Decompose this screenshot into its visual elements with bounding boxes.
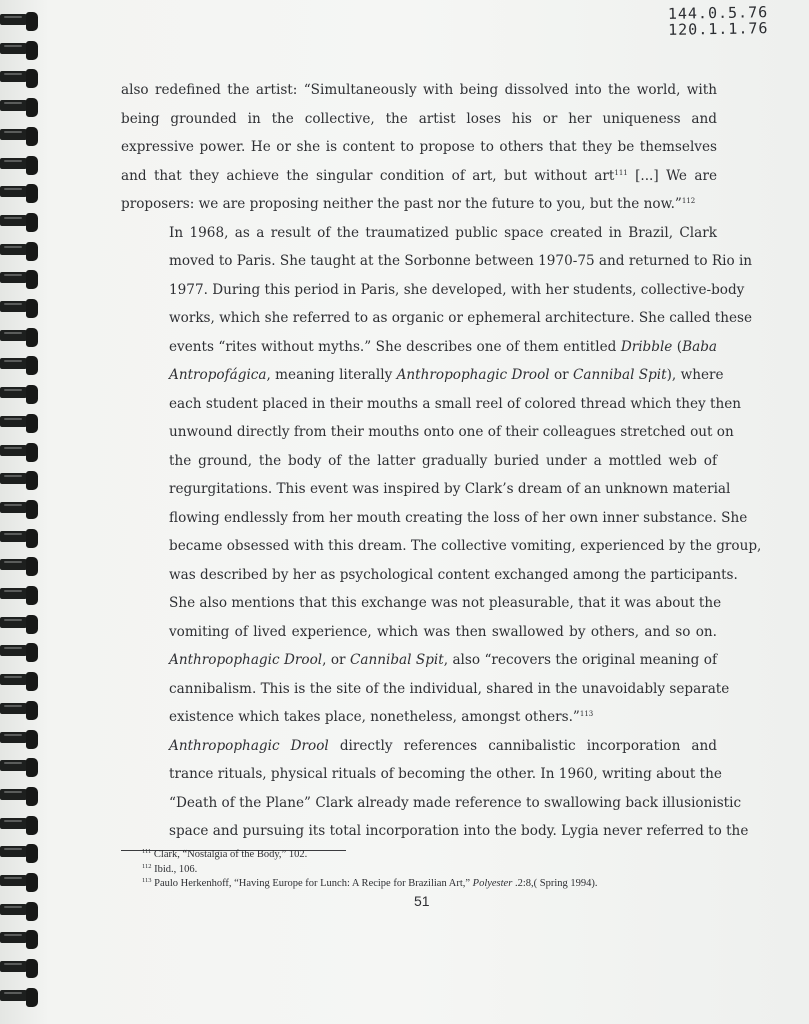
text-run: events “rites without myths.” She describes one of them entitled bbox=[169, 338, 621, 355]
footnote bbox=[142, 848, 722, 863]
text-run: , also “recovers the original meaning of bbox=[443, 652, 717, 668]
binding-coil bbox=[0, 69, 40, 88]
text-run: flowing endlessly from her mouth creating the loss of her own inner substance. She bbox=[169, 509, 748, 526]
italic-title: Baba bbox=[682, 338, 718, 355]
italic-title: Dribble bbox=[620, 338, 673, 355]
text-run: She also mentions that this exchange was not pleasurable, that it was about the bbox=[169, 595, 722, 611]
footnote bbox=[142, 877, 722, 892]
text-line bbox=[121, 390, 742, 419]
text-line bbox=[121, 789, 742, 818]
text-line bbox=[121, 475, 731, 504]
text-line bbox=[121, 276, 745, 305]
binding-coil bbox=[0, 356, 40, 375]
text-run: works, which she referred to as organic or ephemeral architecture. She called these bbox=[169, 310, 753, 326]
text-line bbox=[121, 219, 717, 248]
binding-coil bbox=[0, 127, 40, 146]
text-run: became obsessed with this dream. The collective vomiting, experienced by the group, bbox=[169, 538, 762, 554]
paragraph bbox=[121, 732, 749, 846]
italic-title: Cannibal Spit bbox=[572, 367, 667, 383]
footnote-ref: 111 bbox=[614, 168, 628, 177]
footnotes bbox=[142, 848, 722, 892]
binding-coil bbox=[0, 758, 40, 777]
binding-coil bbox=[0, 529, 40, 548]
text-line bbox=[121, 418, 734, 447]
binding-coil bbox=[0, 701, 40, 720]
text-line bbox=[121, 76, 717, 105]
text-line bbox=[121, 333, 717, 362]
archive-mark-line-2: 120.1.1.76 bbox=[667, 19, 769, 39]
binding-coil bbox=[0, 385, 40, 404]
binding-coil bbox=[0, 98, 40, 117]
binding-coil bbox=[0, 184, 40, 203]
binding-coil bbox=[0, 730, 40, 749]
binding-coil bbox=[0, 299, 40, 318]
text-line bbox=[121, 133, 717, 162]
text-line bbox=[121, 589, 722, 618]
text-run: , or bbox=[322, 652, 350, 668]
text-run: was described by her as psychological content exchanged among the participants. bbox=[169, 566, 738, 583]
paragraph bbox=[121, 219, 762, 732]
text-run: and that they achieve the singular condition of art, but without art bbox=[121, 167, 615, 184]
binding-coil bbox=[0, 471, 40, 490]
italic-title: Cannibal Spit bbox=[349, 652, 444, 668]
text-run: [...] We are bbox=[627, 167, 718, 184]
binding-coil bbox=[0, 586, 40, 605]
text-line bbox=[121, 190, 717, 219]
text-line bbox=[121, 532, 762, 561]
footnote-number: 111 bbox=[142, 848, 152, 855]
text-line bbox=[121, 361, 724, 390]
footnote-number: 113 bbox=[142, 877, 152, 884]
text-line bbox=[121, 675, 730, 704]
binding-coil bbox=[0, 672, 40, 691]
binding-coil bbox=[0, 12, 40, 31]
archive-mark-line-1: 144.0.5.76 bbox=[667, 3, 769, 23]
binding-coil bbox=[0, 873, 40, 892]
spiral-binding bbox=[0, 12, 44, 1024]
text-line bbox=[121, 618, 717, 647]
binding-coil bbox=[0, 643, 40, 662]
text-line bbox=[121, 105, 717, 134]
text-run: ( bbox=[672, 338, 683, 355]
binding-coil bbox=[0, 959, 40, 978]
text-run: Clark, “Nostalgia of the Body,” 102. bbox=[153, 849, 308, 860]
text-run: vomiting of lived experience, which was then swallowed by others, and so on. bbox=[169, 623, 717, 640]
text-line bbox=[121, 504, 748, 533]
binding-coil bbox=[0, 500, 40, 519]
text-line bbox=[121, 760, 722, 789]
footnote-ref: 112 bbox=[681, 197, 696, 205]
body-text bbox=[121, 76, 762, 846]
binding-coil bbox=[0, 213, 40, 232]
binding-coil bbox=[0, 930, 40, 949]
text-run: moved to Paris. She taught at the Sorbonne between 1970-75 and returned to Rio in bbox=[169, 253, 753, 269]
paragraph bbox=[121, 76, 717, 219]
footnote-number: 112 bbox=[142, 862, 152, 870]
binding-coil bbox=[0, 41, 40, 60]
text-line bbox=[121, 447, 717, 476]
binding-coil bbox=[0, 270, 40, 289]
text-run: the ground, the body of the latter gradually buried under a mottled web of bbox=[169, 452, 717, 469]
handwritten-archive-mark bbox=[668, 4, 769, 38]
text-run: .2:8,( Spring 1994). bbox=[512, 878, 598, 889]
text-line bbox=[121, 561, 738, 590]
binding-coil bbox=[0, 787, 40, 806]
page-number: 51 bbox=[414, 893, 430, 909]
text-run: each student placed in their mouths a small reel of colored thread which they then bbox=[169, 395, 742, 412]
binding-coil bbox=[0, 844, 40, 863]
italic-title: Anthropophagic Drool bbox=[169, 652, 323, 668]
italic-title: Anthropophagic Drool bbox=[169, 737, 329, 754]
text-run: also redefined the artist: “Simultaneously with being dissolved into the world, with bbox=[121, 82, 717, 98]
binding-coil bbox=[0, 414, 40, 433]
text-line bbox=[121, 162, 717, 191]
text-line bbox=[121, 646, 717, 675]
text-line bbox=[121, 817, 749, 846]
text-run: 1977. During this period in Paris, she developed, with her students, collective-body bbox=[169, 281, 745, 298]
text-run: In 1968, as a result of the traumatized public space created in Brazil, Clark bbox=[169, 224, 717, 241]
text-run: Ibid., 106. bbox=[154, 863, 198, 875]
binding-coil bbox=[0, 615, 40, 634]
text-run: , meaning literally bbox=[266, 367, 397, 383]
text-run: cannibalism. This is the site of the individual, shared in the unavoidably separate bbox=[169, 680, 730, 697]
text-line bbox=[121, 247, 753, 276]
text-run: regurgitations. This event was inspired by Clark’s dream of an unknown material bbox=[169, 481, 731, 497]
text-run: “Death of the Plane” Clark already made reference to swallowing back illusionistic bbox=[169, 794, 742, 811]
text-run: trance rituals, physical rituals of becoming the other. In 1960, writing about the bbox=[169, 766, 722, 782]
binding-coil bbox=[0, 242, 40, 261]
text-run: ), where bbox=[666, 367, 724, 383]
binding-coil bbox=[0, 328, 40, 347]
text-run: space and pursuing its total incorporation into the body. Lygia never referred to the bbox=[169, 823, 749, 839]
text-run: being grounded in the collective, the artist loses his or her uniqueness and bbox=[121, 110, 717, 127]
footnote bbox=[142, 863, 722, 878]
text-line bbox=[121, 732, 717, 761]
italic-title: Antropofágica bbox=[169, 367, 267, 383]
binding-coil bbox=[0, 902, 40, 921]
text-run: proposers: we are proposing neither the past nor the future to you, but the now.” bbox=[121, 196, 682, 212]
text-run: existence which takes place, nonetheless, amongst others.” bbox=[169, 709, 580, 725]
text-run: unwound directly from their mouths onto one of their colleagues stretched out on bbox=[169, 424, 734, 440]
italic-title: Anthropophagic Drool bbox=[396, 367, 550, 383]
binding-coil bbox=[0, 816, 40, 835]
footnote-ref: 113 bbox=[579, 710, 594, 718]
binding-coil bbox=[0, 156, 40, 175]
italic-title: Polyester bbox=[472, 878, 513, 889]
text-run: expressive power. He or she is content to propose to others that they be themselves bbox=[121, 139, 717, 155]
text-run: directly references cannibalistic incorporation and bbox=[328, 737, 717, 754]
text-line bbox=[121, 703, 717, 732]
binding-coil bbox=[0, 988, 40, 1007]
text-run: or bbox=[549, 367, 573, 383]
text-run: Paulo Herkenhoff, “Having Europe for Lunch: A Recipe for Brazilian Art,” bbox=[154, 878, 473, 889]
binding-coil bbox=[0, 557, 40, 576]
text-line bbox=[121, 304, 753, 333]
binding-coil bbox=[0, 443, 40, 462]
